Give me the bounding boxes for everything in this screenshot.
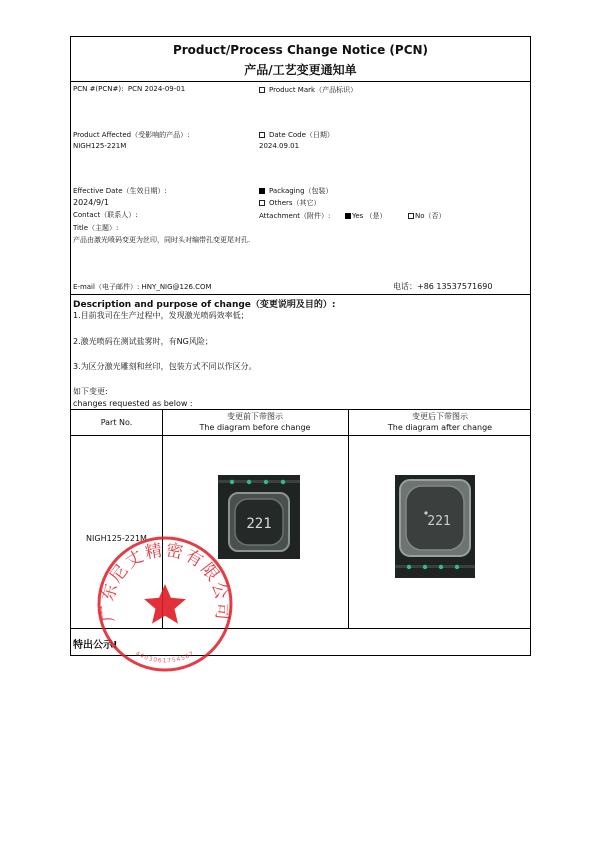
col-header-part: Part No. (100, 418, 133, 427)
product-mark-label: Product Mark（产品标识） (269, 86, 358, 94)
email-row (73, 282, 212, 292)
effective-date-label: Effective Date（生效日期）: (73, 187, 167, 195)
before-marking-text: 221 (246, 516, 272, 532)
divider (71, 294, 530, 295)
date-code-value: 2024.09.01 (259, 142, 300, 150)
col-header-before-en: The diagram before change (199, 423, 311, 432)
after-change-photo (395, 475, 475, 578)
col-header-before-cn: 变更前下带图示 (227, 412, 283, 421)
product-affected-label: Product Affected（受影响的产品）: (73, 131, 190, 139)
footer-notice: 特出公示! (73, 640, 118, 651)
attachment-no-option[interactable] (408, 211, 446, 221)
subject-label: Title（主题）: (73, 224, 119, 232)
packaging-label: Packaging（包装） (269, 187, 333, 195)
date-code-option[interactable] (259, 130, 334, 140)
product-affected-value: NIGH125-221M (73, 142, 127, 150)
seal-text: 广东尼丈精密有限公司 (97, 540, 233, 623)
subject-value: 产品由激光喷码变更为丝印，同时头对编带孔变更尾对孔. (73, 236, 251, 244)
svg-text:4403061754567 (134, 650, 196, 664)
after-marking-text: 221 (427, 514, 451, 529)
description-heading: Description and purpose of change（变更说明及目的）: (73, 300, 336, 310)
attachment-yes-label: Yes （是） (352, 212, 387, 220)
others-label: Others（其它） (269, 199, 321, 207)
form-title-cn: 产品/工艺变更通知单 (244, 63, 357, 77)
packaging-checkbox[interactable] (259, 188, 265, 194)
others-checkbox[interactable] (259, 200, 265, 206)
effective-date-value: 2024/9/1 (73, 198, 109, 207)
form-title-en: Product/Process Change Notice (PCN) (172, 43, 429, 57)
product-mark-checkbox[interactable] (259, 87, 265, 93)
change-label-cn: 如下变更: (73, 387, 108, 396)
description-item-2: 2.激光喷码在测试盐雾时，有NG风险； (73, 337, 213, 346)
description-item-3: 3.为区分激光雕刻和丝印，包装方式不同以作区分。 (73, 362, 257, 371)
product-mark-option[interactable] (259, 85, 357, 95)
others-option[interactable] (259, 198, 321, 208)
email-value: HNY_NIG@126.COM (141, 283, 212, 291)
divider (71, 81, 530, 82)
pcn-number (73, 85, 185, 93)
col-header-after-cn: 变更后下带图示 (412, 412, 468, 421)
date-code-checkbox[interactable] (259, 132, 265, 138)
email-label: E-mail（电子邮件）: (73, 283, 140, 291)
pcn-label: PCN #(PCN#): (73, 85, 124, 93)
contact-label: Contact（联系人）: (73, 211, 138, 219)
attachment-yes-option[interactable] (345, 211, 387, 221)
attachment-no-checkbox[interactable] (408, 213, 414, 219)
col-header-after-en: The diagram after change (387, 423, 493, 432)
packaging-option[interactable] (259, 186, 333, 196)
attachment-yes-checkbox[interactable] (345, 213, 351, 219)
date-code-label: Date Code（日期） (269, 131, 334, 139)
description-item-1: 1.目前我司在生产过程中，发现激光喷码效率低； (73, 311, 249, 320)
phone-number: 电话：+86 13537571690 (393, 282, 493, 291)
table-col-divider (348, 409, 349, 628)
pcn-value: PCN 2024-09-01 (127, 85, 186, 93)
table-header-border (71, 435, 530, 436)
company-seal (95, 534, 235, 674)
change-label-en: changes requested as below : (73, 399, 193, 408)
part-number-cell: NIGH125-221M (86, 534, 147, 543)
attachment-label: Attachment（附件）: (259, 212, 331, 220)
seal-number: 4403061754567 (134, 650, 196, 665)
attachment-no-label: No（否） (415, 212, 446, 220)
table-top-border (71, 409, 530, 410)
